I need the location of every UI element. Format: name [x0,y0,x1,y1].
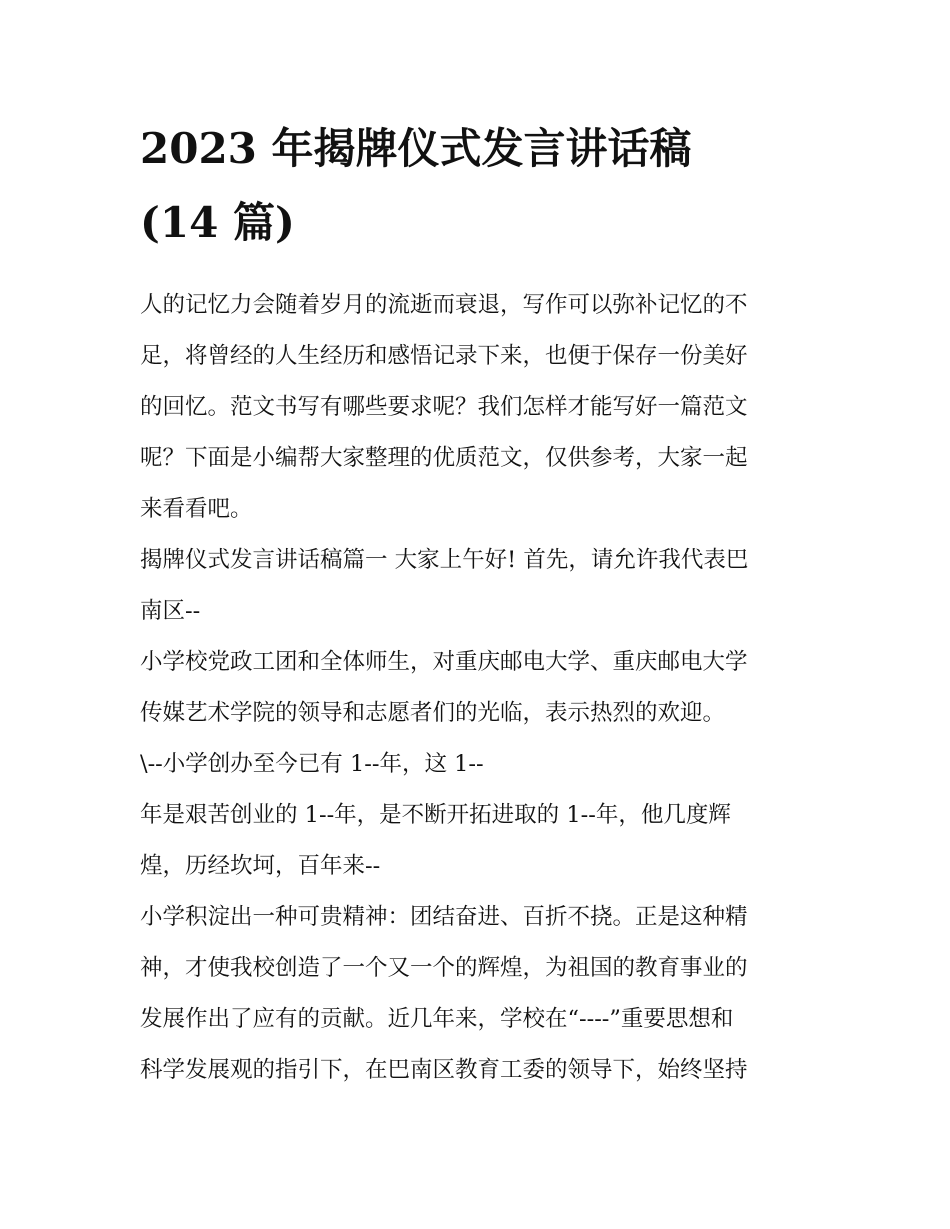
text-line: 传媒艺术学院的领导和志愿者们的光临，表示热烈的欢迎。 [140,700,726,726]
text-line: 揭牌仪式发言讲话稿篇一 大家上午好! 首先，请允许我代表巴 [140,547,749,573]
document-page [140,112,815,1096]
text-line: 小学校党政工团和全体师生，对重庆邮电大学、重庆邮电大学 [140,649,748,675]
text-line: \--小学创办至今已有 1--年，这 1-- [140,751,484,777]
text-line: 人的记忆力会随着岁月的流逝而衰退，写作可以弥补记忆的不 [140,292,748,318]
text-line: 足，将曾经的人生经历和感悟记录下来，也便于保存一份美好 [140,343,748,369]
text-line: 来看看吧。 [140,496,253,522]
text-line: 南区-- [140,598,201,624]
text-line: 年是艰苦创业的 1--年，是不断开拓进取的 1--年，他几度辉 [140,802,731,828]
text-line: 神，才使我校创造了一个又一个的辉煌，为祖国的教育事业的 [140,955,748,981]
text-line: 煌，历经坎坷，百年来-- [140,853,381,879]
text-line: 呢？下面是小编帮大家整理的优质范文，仅供参考，大家一起 [140,445,748,471]
text-line: 小学积淀出一种可贵精神：团结奋进、百折不挠。正是这种精 [140,904,748,930]
document-body [140,280,815,1096]
text-line: 发展作出了应有的贡献。近几年来，学校在“----”重要思想和 [140,1006,734,1032]
text-line: 的回忆。范文书写有哪些要求呢？我们怎样才能写好一篇范文 [140,394,748,420]
document-title: 2023 年揭牌仪式发言讲话稿 (14 篇) [140,124,692,247]
text-line: 科学发展观的指引下，在巴南区教育工委的领导下，始终坚持 [140,1057,748,1083]
